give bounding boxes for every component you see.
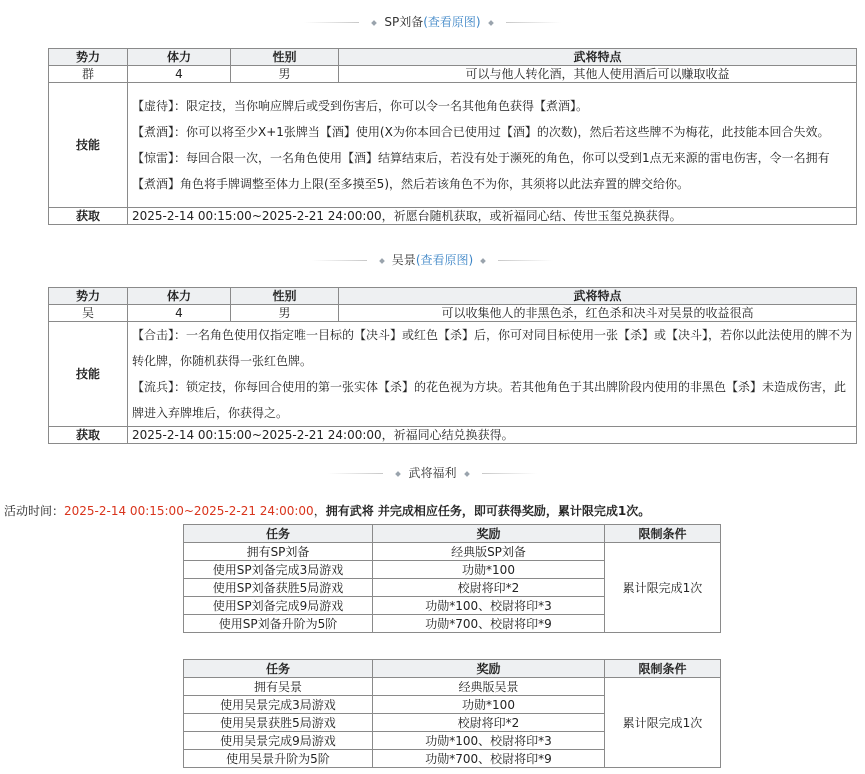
activity-time-line xyxy=(4,503,650,519)
task-cell: 使用吴景获胜5局游戏 xyxy=(184,714,373,732)
skill-text: 【合击】：一名角色使用仅指定唯一目标的【决斗】或红色【杀】后，你可对同目标使用一张【杀】或【决斗】，若你以此法使用的牌不为转化牌，你随机获得一张红色牌。 xyxy=(132,328,853,368)
skill-cell xyxy=(128,83,857,208)
gender-value: 男 xyxy=(231,66,339,83)
header-faction: 势力 xyxy=(49,288,128,305)
skill-text: 【虚待】：限定技，当你响应牌后或受到伤害后，你可以令一名其他角色获得【煮酒】。 xyxy=(132,99,589,113)
skill-text: 【煮酒】：你可以将至少X+1张牌当【酒】使用(X为你本回合已使用过【酒】的次数)，然后若这些牌不为梅花，此技能本回合失效。 xyxy=(132,125,830,139)
task-cell: 使用SP刘备获胜5局游戏 xyxy=(184,579,373,597)
reward-cell: 功勋*100、校尉将印*3 xyxy=(373,732,605,750)
reward-cell: 功勋*100、校尉将印*3 xyxy=(373,597,605,615)
limit-cell: 累计限完成1次 xyxy=(605,543,721,633)
obtain-label: 获取 xyxy=(49,427,128,444)
obtain-label: 获取 xyxy=(49,208,128,225)
section-title-text: SP刘备 xyxy=(384,15,424,29)
task-cell: 使用SP刘备升阶为5阶 xyxy=(184,615,373,633)
view-original-link[interactable]: (查看原图) xyxy=(415,253,474,267)
reward-table-wujing xyxy=(183,659,721,768)
skill-text: 【流兵】：锁定技，你每回合使用的第一张实体【杀】的花色视为方块。若其他角色于其出牌阶段内使用的非黑色【杀】未造成伤害，此牌进入弃牌堆后，你获得之。 xyxy=(132,380,847,420)
hero-table-wujing xyxy=(48,287,857,444)
task-cell: 使用SP刘备完成3局游戏 xyxy=(184,561,373,579)
task-cell: 拥有吴景 xyxy=(184,678,373,696)
hp-value: 4 xyxy=(128,305,231,322)
hp-value: 4 xyxy=(128,66,231,83)
header-faction: 势力 xyxy=(49,49,128,66)
header-gender: 性别 xyxy=(231,49,339,66)
section-title-text: 武将福利 xyxy=(408,466,457,480)
faction-value: 群 xyxy=(49,66,128,83)
diamond-icon xyxy=(396,471,402,477)
feature-value: 可以与他人转化酒，其他人使用酒后可以赚取收益 xyxy=(339,66,857,83)
skill-text: 【惊雷】：每回合限一次，一名角色使用【酒】结算结束后，若没有处于濒死的角色，你可以受到1点无来源的雷电伤害，令一名拥有【煮酒】角色将手牌调整至体力上限(至多摸至5)，然后若该角色不为你，其须将以此法弃置的牌交给你。 xyxy=(132,151,830,191)
skill-cell xyxy=(128,322,857,427)
view-original-link[interactable]: (查看原图) xyxy=(423,15,481,29)
header-reward: 奖励 xyxy=(373,660,605,678)
header-task: 任务 xyxy=(184,660,373,678)
header-gender: 性别 xyxy=(231,288,339,305)
reward-cell: 校尉将印*2 xyxy=(373,714,605,732)
header-feature: 武将特点 xyxy=(339,49,857,66)
diamond-icon xyxy=(488,20,494,26)
reward-cell: 经典版SP刘备 xyxy=(373,543,605,561)
header-feature: 武将特点 xyxy=(339,288,857,305)
reward-cell: 校尉将印*2 xyxy=(373,579,605,597)
table-row xyxy=(184,543,721,561)
diamond-icon xyxy=(372,20,378,26)
task-cell: 使用吴景完成3局游戏 xyxy=(184,696,373,714)
hero-table-sp-liubei xyxy=(48,48,857,225)
gender-value: 男 xyxy=(231,305,339,322)
task-cell: 使用吴景升阶为5阶 xyxy=(184,750,373,768)
reward-cell: 经典版吴景 xyxy=(373,678,605,696)
header-task: 任务 xyxy=(184,525,373,543)
table-row xyxy=(184,678,721,696)
task-cell: 使用SP刘备完成9局游戏 xyxy=(184,597,373,615)
reward-table-sp-liubei xyxy=(183,524,721,633)
faction-value: 吴 xyxy=(49,305,128,322)
header-hp: 体力 xyxy=(128,49,231,66)
skill-label: 技能 xyxy=(49,83,128,208)
diamond-icon xyxy=(379,258,385,264)
activity-time: 2025-2-14 00:15:00~2025-2-21 24:00:00 xyxy=(64,504,314,518)
header-hp: 体力 xyxy=(128,288,231,305)
section-title-sp-liubei xyxy=(0,14,865,30)
task-cell: 拥有SP刘备 xyxy=(184,543,373,561)
reward-cell: 功勋*100 xyxy=(373,696,605,714)
task-cell: 使用吴景完成9局游戏 xyxy=(184,732,373,750)
skill-label: 技能 xyxy=(49,322,128,427)
activity-sep: ， xyxy=(313,504,326,518)
limit-cell: 累计限完成1次 xyxy=(605,678,721,768)
obtain-value: 2025-2-14 00:15:00~2025-2-21 24:00:00，祈福同心结兑换获得。 xyxy=(128,427,857,444)
header-limit: 限制条件 xyxy=(605,525,721,543)
diamond-icon xyxy=(464,471,470,477)
diamond-icon xyxy=(480,258,486,264)
section-title-welfare xyxy=(0,465,865,481)
section-title-wujing xyxy=(0,252,865,268)
feature-value: 可以收集他人的非黑色杀，红色杀和决斗对吴景的收益很高 xyxy=(339,305,857,322)
reward-cell: 功勋*700、校尉将印*9 xyxy=(373,750,605,768)
header-limit: 限制条件 xyxy=(605,660,721,678)
header-reward: 奖励 xyxy=(373,525,605,543)
activity-description: 拥有武将 并完成相应任务，即可获得奖励，累计限完成1次。 xyxy=(325,504,651,518)
obtain-value: 2025-2-14 00:15:00~2025-2-21 24:00:00，祈愿台随机获取，或祈福同心结、传世玉玺兑换获得。 xyxy=(128,208,857,225)
activity-prefix: 活动时间： xyxy=(4,504,65,518)
section-title-text: 吴景 xyxy=(391,253,416,267)
reward-cell: 功勋*700、校尉将印*9 xyxy=(373,615,605,633)
reward-cell: 功勋*100 xyxy=(373,561,605,579)
